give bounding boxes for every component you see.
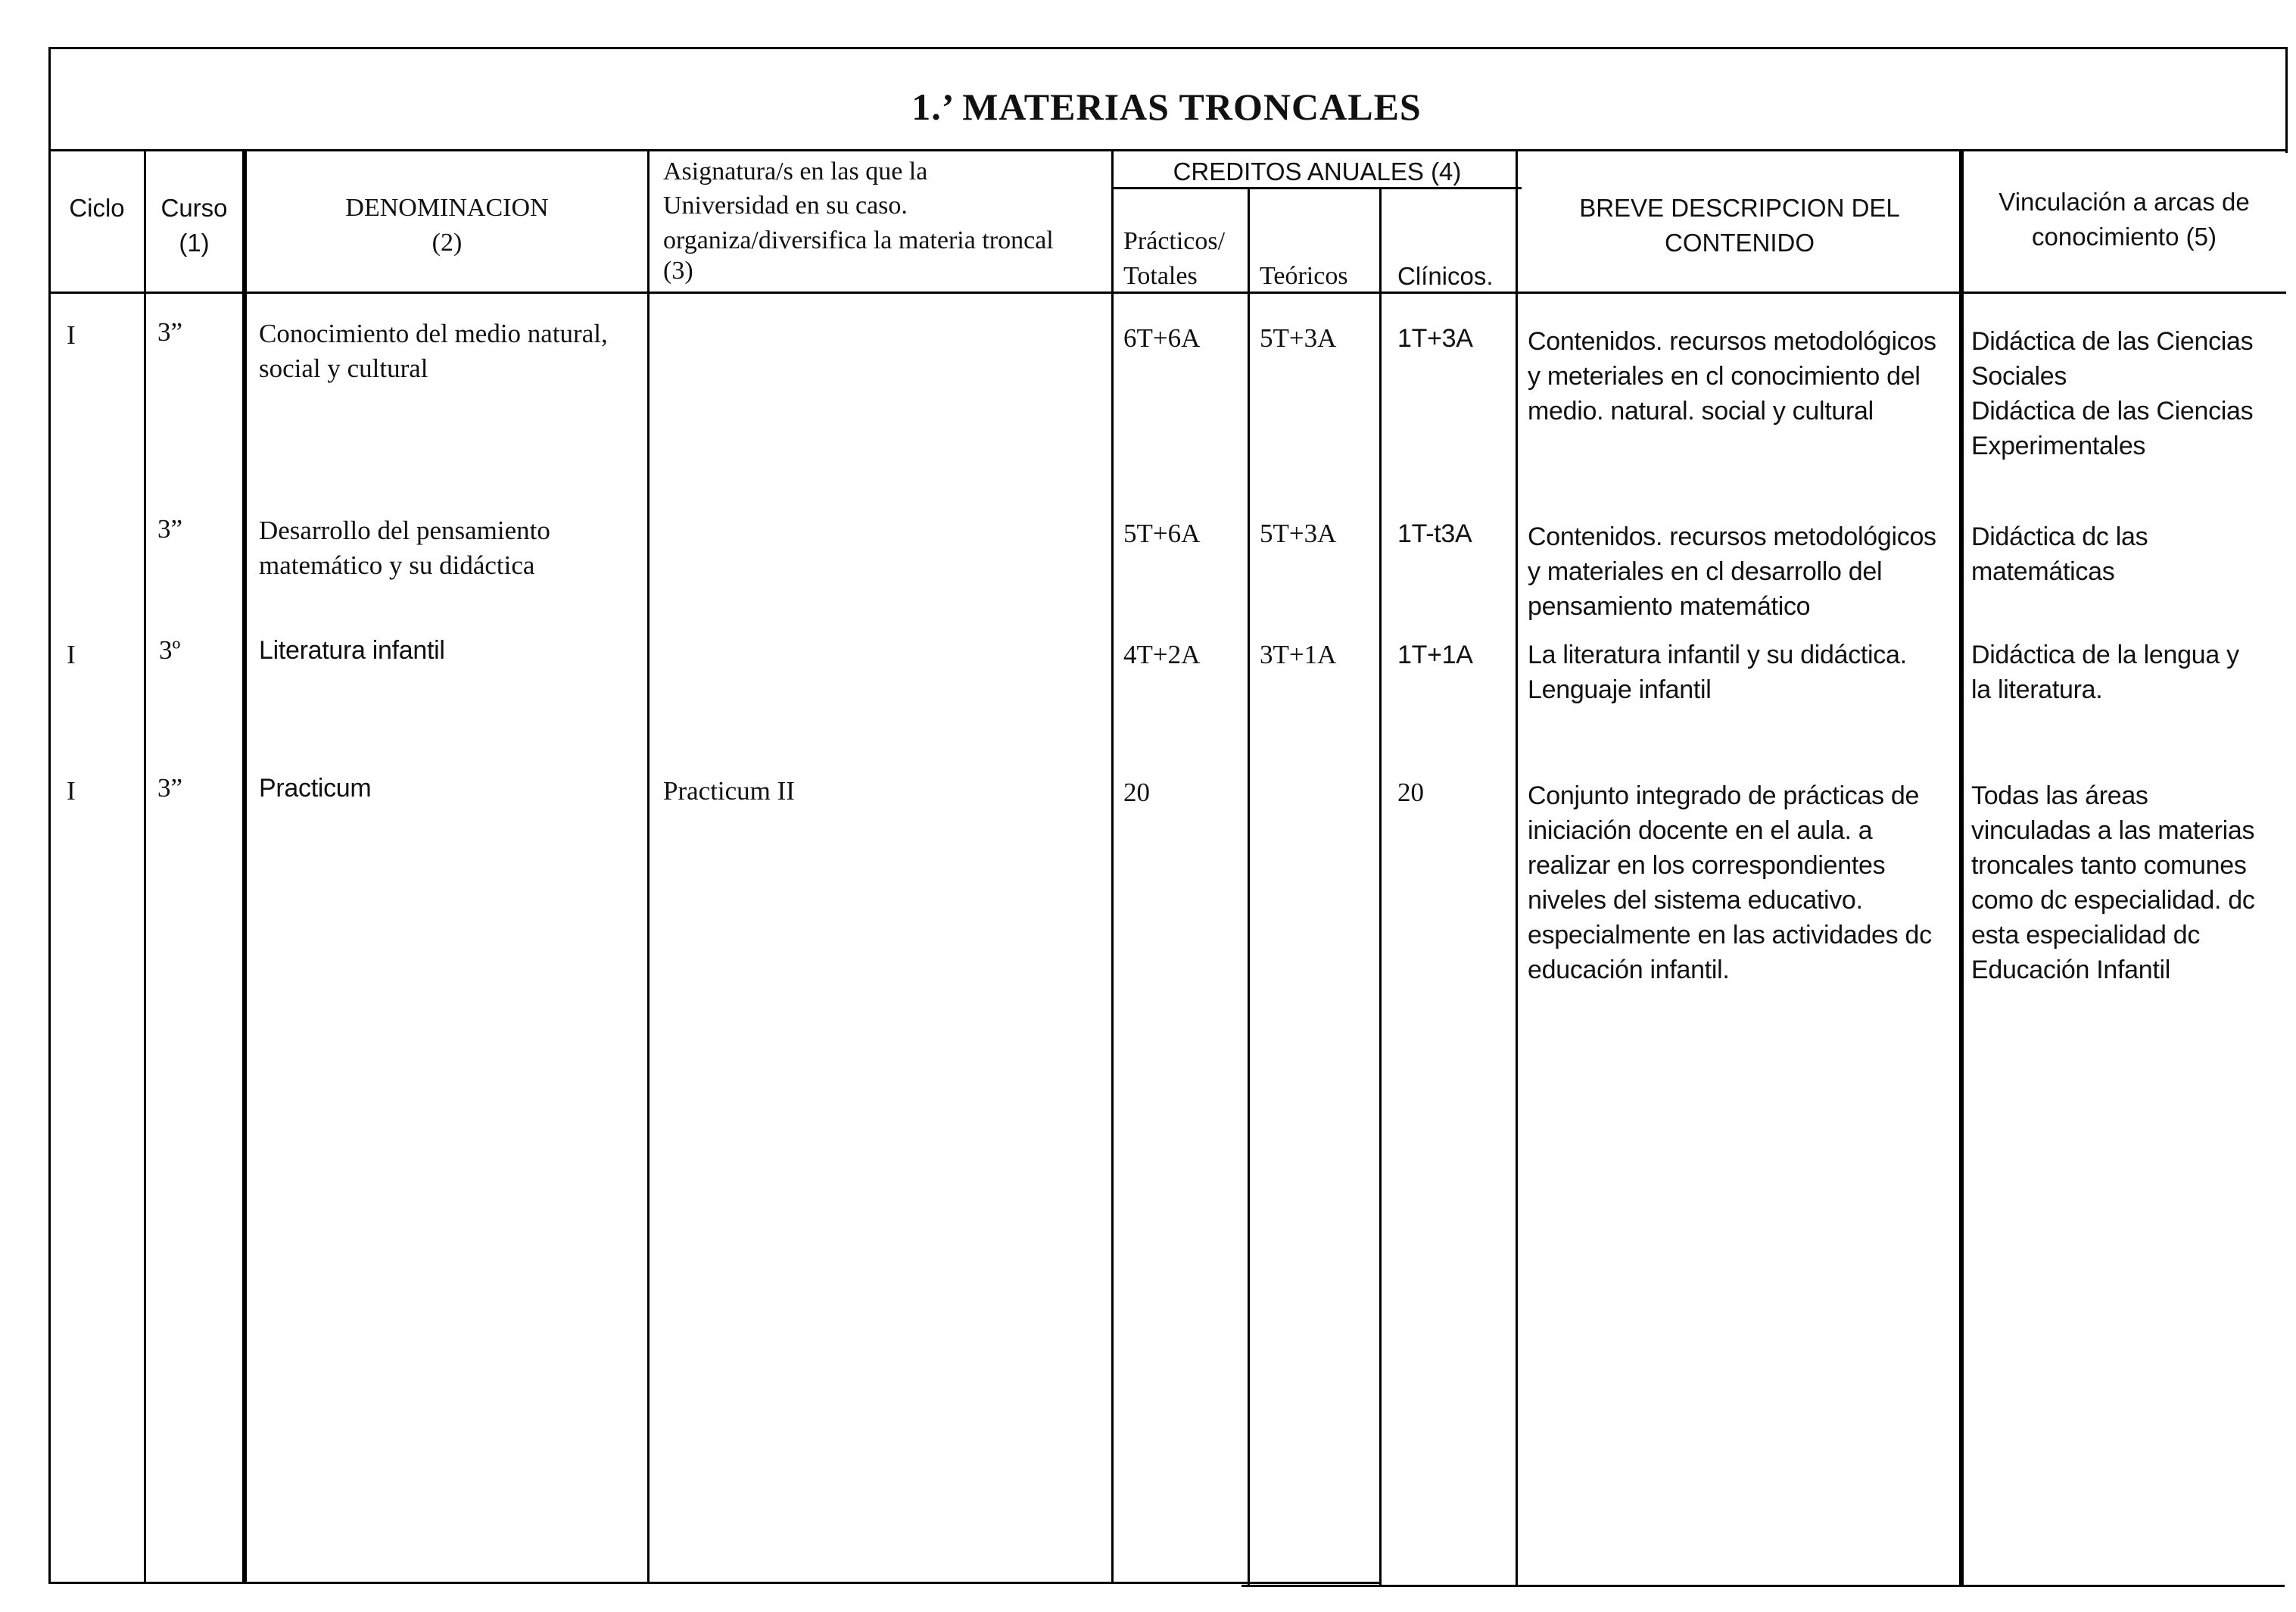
cell-denominacion: [259, 513, 550, 583]
header-practicos-line: Prácticos/: [1123, 227, 1226, 255]
right-border: [2285, 47, 2288, 153]
descripcion-line: Lenguaje infantil: [1528, 675, 1712, 704]
descripcion-line: y meteriales en cl conocimiento del: [1528, 362, 1921, 391]
header-descripcion: [1520, 191, 1959, 260]
cell-vinculacion: [1971, 638, 2239, 707]
page-title: 1.’ MATERIAS TRONCALES: [911, 86, 1422, 128]
header-clinicos-label: Clínicos.: [1397, 262, 1494, 290]
cell-practicos: 20: [1123, 778, 1150, 807]
vinculacion-line: troncales tanto comunes: [1971, 851, 2247, 880]
header-asignatura: [663, 154, 1111, 283]
header-ciclo: [50, 191, 144, 226]
descripcion-line: medio. natural. social y cultural: [1528, 397, 1874, 426]
descripcion-line: realizar en los correspondientes: [1528, 851, 1886, 880]
header-teoricos: [1260, 259, 1379, 294]
cell-practicos: 5T+6A: [1123, 519, 1201, 548]
cell-practicos: 4T+2A: [1123, 640, 1201, 669]
left-border: [48, 47, 51, 1584]
descripcion-line: Conjunto integrado de prácticas de: [1528, 781, 1920, 810]
cell-teoricos: 3T+1A: [1260, 640, 1337, 669]
bottom-border-right: [1241, 1585, 2285, 1587]
descripcion-line: especialmente en las actividades dc: [1528, 921, 1932, 949]
descripcion-line: educación infantil.: [1528, 956, 1730, 984]
header-teoricos-label: Teóricos: [1260, 262, 1348, 290]
col-divider-descripcion: [1959, 149, 1964, 1586]
vinculacion-line: Didáctica de la lengua y: [1971, 641, 2239, 669]
header-asignatura-line: Asignatura/s en las que la: [663, 157, 928, 186]
title-separator: [48, 149, 2288, 151]
cell-descripcion: [1528, 519, 1936, 624]
cell-curso: 3”: [157, 514, 183, 544]
bottom-border: [48, 1582, 1381, 1584]
cell-ciclo: I: [67, 776, 76, 806]
cell-teoricos: 5T+3A: [1260, 519, 1337, 548]
denominacion-line: matemático y su didáctica: [259, 550, 535, 580]
col-divider-teoricos: [1379, 187, 1382, 1586]
header-curso-note: (1): [179, 229, 210, 257]
header-descripcion-line: BREVE DESCRIPCION DEL: [1579, 194, 1900, 222]
header-asignatura-line: Universidad en su caso.: [663, 192, 908, 220]
cell-ciclo: I: [67, 640, 76, 669]
cell-vinculacion: [1971, 519, 2148, 589]
col-divider-curso: [242, 149, 247, 1584]
cell-denominacion: [259, 316, 608, 386]
cell-practicos: 6T+6A: [1123, 323, 1201, 353]
vinculacion-line: Didáctica de las Ciencias: [1971, 397, 2254, 426]
descripcion-line: niveles del sistema educativo.: [1528, 886, 1863, 915]
header-clinicos: [1397, 259, 1516, 294]
header-curso: [146, 191, 242, 260]
header-vinculacion: [1965, 185, 2283, 254]
vinculacion-line: Sociales: [1971, 362, 2067, 391]
denominacion-line: social y cultural: [259, 354, 428, 383]
header-denominacion: [247, 191, 647, 260]
header-asignatura-note: (3): [663, 257, 693, 285]
col-divider-asignatura: [1111, 149, 1114, 1584]
col-divider-ciclo: [144, 149, 146, 1584]
cell-vinculacion: [1971, 324, 2253, 463]
cell-descripcion: [1528, 638, 1907, 707]
header-denominacion-label: DENOMINACION: [345, 194, 549, 222]
cell-ciclo: I: [67, 320, 76, 350]
col-divider-practicos: [1248, 187, 1250, 1586]
vinculacion-line: Experimentales: [1971, 432, 2146, 460]
denominacion-line: Literatura infantil: [259, 636, 445, 665]
vinculacion-line: Todas las áreas: [1971, 781, 2148, 810]
vinculacion-line: Educación Infantil: [1971, 956, 2170, 984]
asignatura-line: Practicum II: [663, 776, 795, 806]
descripcion-line: iniciación docente en el aula. a: [1528, 816, 1873, 845]
cell-descripcion: [1528, 778, 1932, 987]
cell-denominacion: [259, 633, 445, 668]
cell-clinicos: 1T+1A: [1397, 641, 1473, 669]
header-creditos: [1113, 154, 1522, 189]
header-curso-label: Curso: [160, 194, 228, 222]
descripcion-line: y materiales en cl desarrollo del: [1528, 557, 1883, 586]
header-denominacion-note: (2): [431, 229, 463, 257]
header-practicos-line: Totales: [1123, 262, 1198, 290]
denominacion-line: Practicum: [259, 774, 372, 803]
vinculacion-line: matemáticas: [1971, 557, 2115, 586]
cell-vinculacion: [1971, 778, 2255, 987]
col-divider-denominacion: [647, 149, 650, 1584]
vinculacion-line: esta especialidad dc: [1971, 921, 2201, 949]
descripcion-line: Contenidos. recursos metodológicos: [1528, 522, 1936, 551]
cell-curso: 3º: [159, 635, 181, 665]
header-descripcion-line: CONTENIDO: [1665, 229, 1815, 257]
descripcion-line: pensamiento matemático: [1528, 592, 1811, 621]
descripcion-line: La literatura infantil y su didáctica.: [1528, 641, 1907, 669]
cell-asignatura: [663, 774, 795, 809]
cell-clinicos: 20: [1397, 778, 1424, 807]
header-creditos-label: CREDITOS ANUALES (4): [1173, 157, 1462, 186]
cell-teoricos: 5T+3A: [1260, 323, 1337, 353]
cell-denominacion: [259, 771, 371, 806]
header-ciclo-label: Ciclo: [69, 194, 125, 222]
cell-curso: 3”: [157, 773, 183, 803]
vinculacion-line: Didáctica de las Ciencias: [1971, 327, 2254, 356]
denominacion-line: Conocimiento del medio natural,: [259, 319, 608, 348]
header-asignatura-line: organiza/diversifica la materia troncal: [663, 226, 1054, 254]
descripcion-line: Contenidos. recursos metodológicos: [1528, 327, 1936, 356]
col-divider-clinicos: [1516, 149, 1518, 1586]
cell-descripcion: [1528, 324, 1936, 429]
top-border: [48, 47, 2288, 49]
header-vinculacion-line: conocimiento (5): [2032, 223, 2217, 251]
cell-clinicos: 1T+3A: [1397, 324, 1473, 353]
vinculacion-line: vinculadas a las materias: [1971, 816, 2255, 845]
header-practicos: [1123, 224, 1246, 294]
denominacion-line: Desarrollo del pensamiento: [259, 516, 550, 545]
header-separator-right: [1523, 292, 2286, 294]
vinculacion-line: como dc especialidad. dc: [1971, 886, 2255, 915]
vinculacion-line: Didáctica dc las: [1971, 522, 2148, 551]
vinculacion-line: la literatura.: [1971, 675, 2103, 704]
header-vinculacion-line: Vinculación a arcas de: [1998, 188, 2250, 216]
cell-curso: 3”: [157, 317, 183, 347]
cell-clinicos: 1T-t3A: [1397, 519, 1472, 548]
